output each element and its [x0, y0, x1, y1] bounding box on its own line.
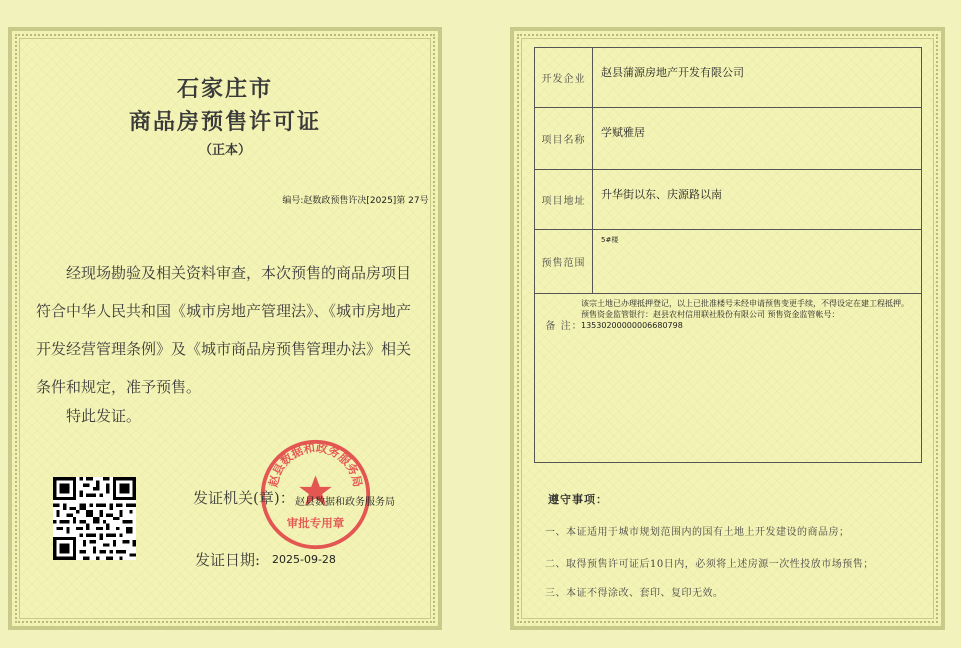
table-row-address	[535, 170, 921, 230]
address-label: 项目地址	[535, 170, 593, 229]
qr-code	[53, 477, 136, 560]
rule-item: 一、本证适用于城市规划范围内的国有土地上开发建设的商品房；	[545, 527, 850, 538]
remarks-label: 备 注：	[545, 320, 583, 332]
table-row-remarks	[535, 294, 921, 462]
developer-label: 开发企业	[535, 48, 593, 107]
table-row-developer	[535, 48, 921, 108]
certificate-front-page	[8, 27, 442, 630]
issue-date-label: 发证日期:	[195, 551, 261, 569]
rules-title: 遵守事项：	[548, 493, 608, 506]
certificate-subtitle: （正本）	[198, 143, 251, 158]
authority-value: 赵县数据和政务服务局	[295, 497, 395, 508]
serial-number: 编号:赵数政预售许决[2025]第 27号	[282, 196, 429, 206]
authority-label: 发证机关(章)：	[193, 489, 295, 507]
address-value: 升华街以东、庆源路以南	[601, 188, 722, 201]
approval-paragraph: 经现场勘验及相关资料审查，本次预售的商品房项目符合中华人民共和国《城市房地产管理法》、《城市房地产开发经营管理条例》及《城市商品房预售管理办法》相关条件和规定，准予预售。	[36, 264, 412, 396]
certificate-back-page	[510, 27, 945, 630]
presale-scope-label: 预售范围	[535, 230, 593, 293]
issue-statement: 特此发证。	[66, 407, 142, 425]
approval-text	[36, 254, 422, 406]
project-name-label: 项目名称	[535, 108, 593, 169]
rule-item: 二、取得预售许可证后10日内，必须将上述房源一次性投放市场预售；	[545, 559, 874, 570]
certificate-title: 商品房预售许可证	[128, 109, 321, 135]
developer-value: 赵县蒲源房地产开发有限公司	[601, 66, 744, 79]
issue-date-value: 2025-09-28	[272, 553, 336, 566]
table-row-presale-scope	[535, 230, 921, 294]
project-name-value: 学赋雅居	[601, 126, 645, 139]
city-title: 石家庄市	[176, 76, 273, 102]
rule-item: 三、本证不得涂改、套印、复印无效。	[545, 588, 724, 599]
seal-center-text: 审批专用章	[286, 516, 345, 531]
seal-ring-text: 赵县数据和政务服务局	[266, 440, 365, 489]
table-row-project-name	[535, 108, 921, 170]
remarks-value: 该宗土地已办理抵押登记，以上已批准楼号未经申请预售变更手续，不得设定在建工程抵押。 预售资金监管银行：赵县农村信用联社股份有限公司 预售资金监管帐号：13530200000006680798	[581, 299, 909, 330]
project-info-table	[534, 47, 922, 463]
presale-scope-value: 5#楼	[601, 236, 619, 244]
